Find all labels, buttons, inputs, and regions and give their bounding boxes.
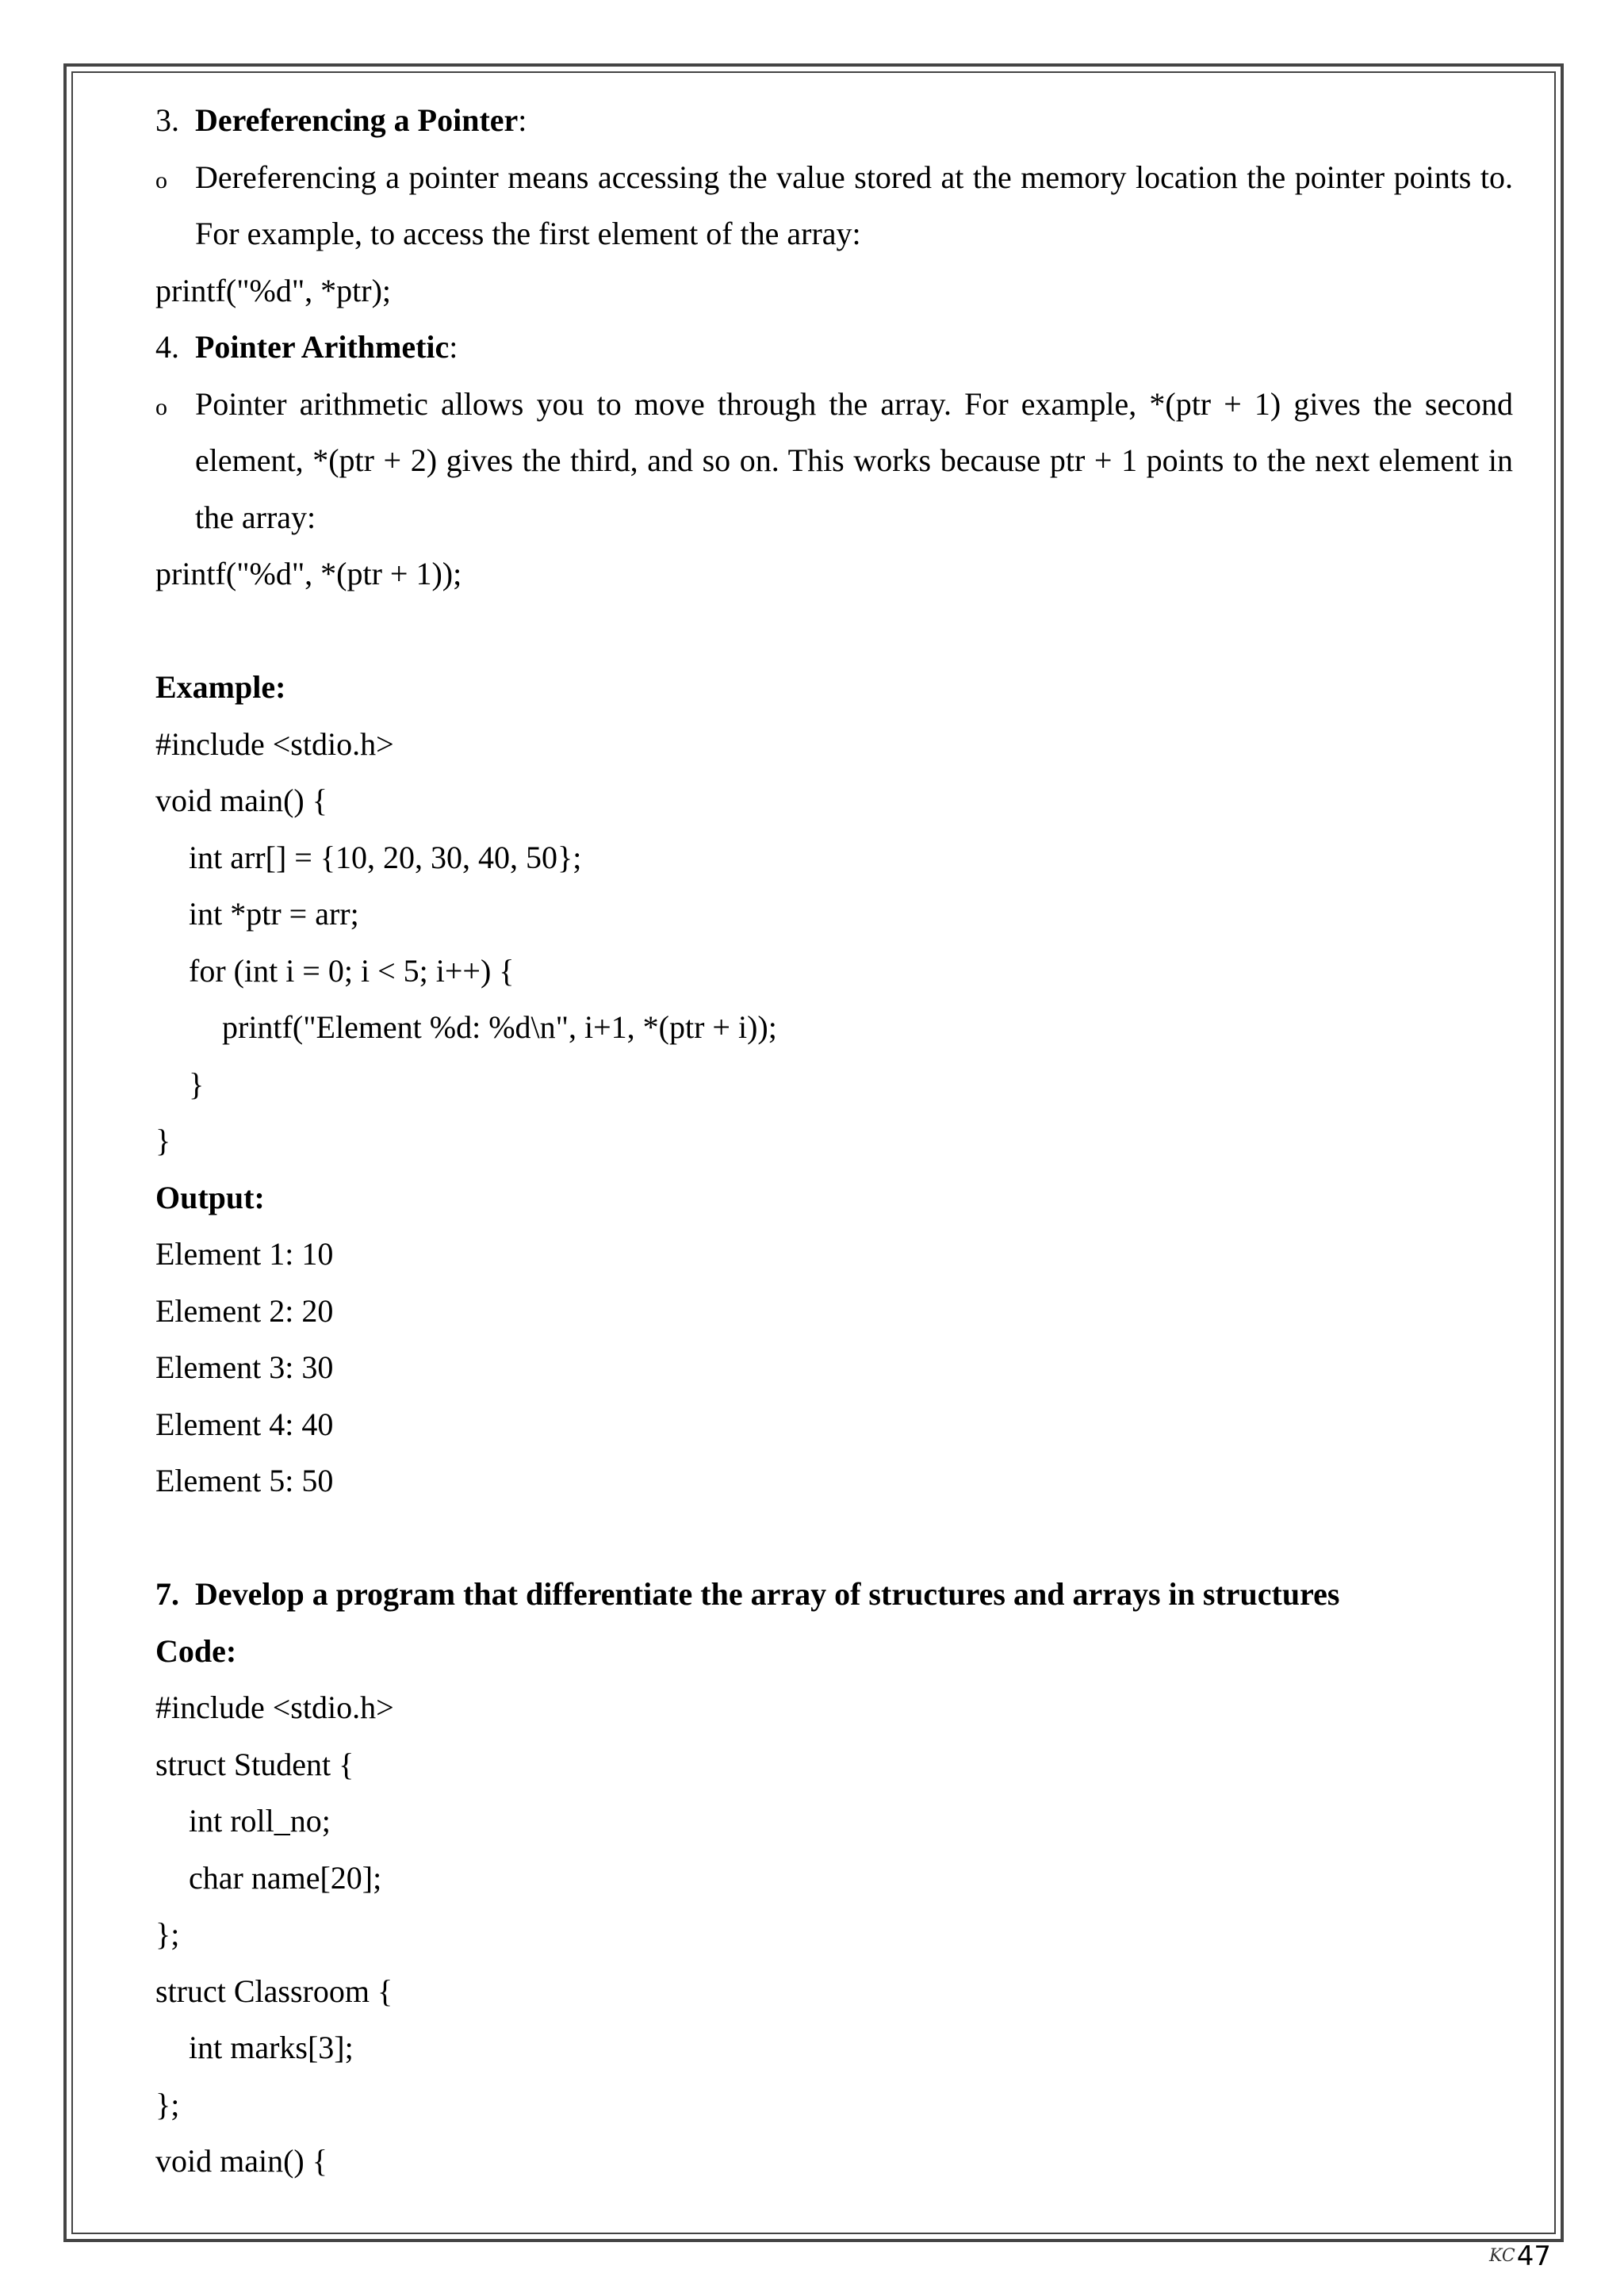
example-code-line: }: [189, 1066, 205, 1102]
example-label: Example:: [155, 669, 286, 705]
example-code-line: int *ptr = arr;: [189, 896, 359, 932]
section-3-bullet: [155, 149, 1513, 262]
output-line: Element 5: 50: [155, 1463, 334, 1498]
bullet-circle-icon: o: [155, 166, 167, 193]
kc-logo-icon: KC: [1489, 2246, 1515, 2266]
q7-code-line: int marks[3];: [189, 2030, 354, 2065]
q7-code-line: int roll_no;: [189, 1803, 331, 1839]
q7-code-line: struct Student {: [155, 1746, 354, 1782]
section-4-title: Pointer Arithmetic: [195, 329, 450, 365]
section-4-text: Pointer arithmetic allows you to move through the array. For example, *(ptr + 1) gives the second element, *(ptr + 2) gives the third, and so on. This works because ptr + 1 points to the next element in the array:: [195, 385, 1513, 535]
example-code-line: }: [155, 1123, 171, 1158]
q7-code-line: struct Classroom {: [155, 1973, 393, 2009]
output-line: Element 4: 40: [155, 1406, 334, 1442]
code-label: Code:: [155, 1632, 237, 1669]
output-label: Output:: [155, 1179, 265, 1215]
section-3-title: Dereferencing a Pointer: [195, 102, 519, 138]
section-4-code: printf("%d", *(ptr + 1));: [155, 556, 462, 591]
q7-code-line: void main() {: [155, 2143, 327, 2179]
spacer: [155, 603, 1513, 660]
question-7-title: 7. Develop a program that differentiate the array of structures and arrays in structures: [155, 1576, 1340, 1612]
section-4-heading: 4. Pointer Arithmetic:: [155, 329, 458, 365]
output-line: Element 1: 10: [155, 1236, 334, 1272]
example-code-line: int arr[] = {10, 20, 30, 40, 50};: [189, 839, 582, 875]
q7-code-line: #include <stdio.h>: [155, 1689, 394, 1725]
q7-code-line: };: [155, 2086, 180, 2122]
output-line: Element 3: 30: [155, 1349, 334, 1385]
page-content: [155, 92, 1513, 2190]
example-code-line: #include <stdio.h>: [155, 725, 394, 762]
example-code-line: printf("Element %d: %d\n", i+1, *(ptr + i));: [222, 1009, 777, 1045]
section-3-text: Dereferencing a pointer means accessing the value stored at the memory location the pointer points to. For example, to access the first element of the array:: [195, 159, 1513, 251]
page-number: 47: [1516, 2241, 1551, 2272]
section-3-code: printf("%d", *ptr);: [155, 272, 392, 308]
spacer: [155, 1510, 1513, 1567]
page-footer: [1489, 2241, 1551, 2272]
example-code-line: void main() {: [155, 783, 327, 818]
bullet-circle-icon: o: [155, 393, 167, 420]
q7-code-line: };: [155, 1916, 180, 1952]
section-3-heading: 3. Dereferencing a Pointer:: [155, 102, 527, 138]
q7-code-line: char name[20];: [189, 1859, 382, 1896]
section-4-bullet: [155, 376, 1513, 546]
output-line: Element 2: 20: [155, 1292, 334, 1329]
example-code-line: for (int i = 0; i < 5; i++) {: [189, 952, 515, 989]
